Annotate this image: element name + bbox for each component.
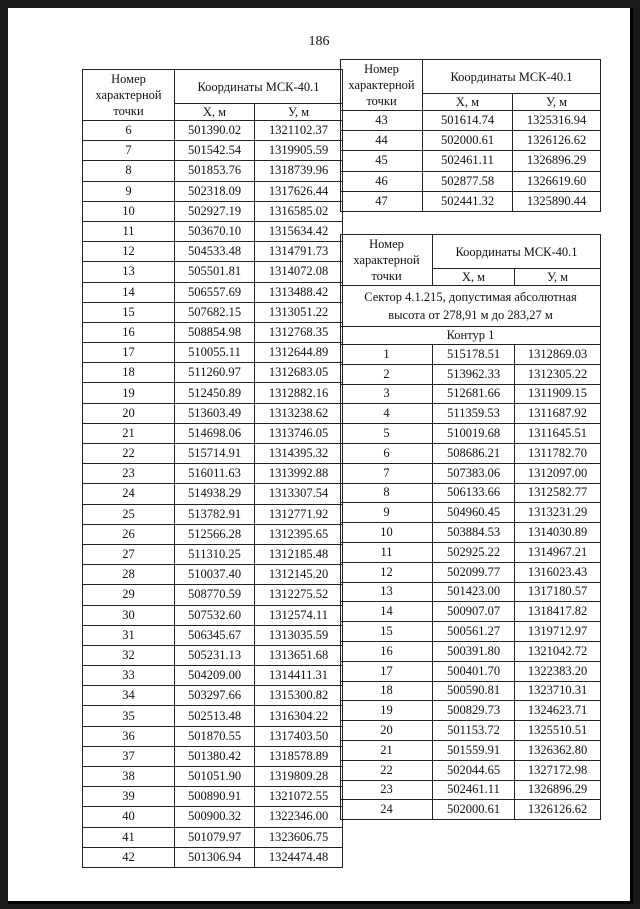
table-row <box>341 740 601 760</box>
y-coordinate-cell: 1318417.82 <box>515 602 601 622</box>
point-number-cell: 16 <box>83 322 175 342</box>
point-number-header: Номер характерной точки <box>341 60 423 111</box>
point-number-cell: 9 <box>83 181 175 201</box>
table-row <box>83 181 343 201</box>
y-header: У, м <box>255 104 343 121</box>
point-number-cell: 15 <box>341 622 433 642</box>
table-row <box>83 464 343 484</box>
x-coordinate-cell: 510019.68 <box>433 424 515 444</box>
table-row <box>341 404 601 424</box>
coordinates-table-right-top <box>340 59 601 212</box>
y-coordinate-cell: 1312275.52 <box>255 585 343 605</box>
x-coordinate-cell: 514938.29 <box>175 484 255 504</box>
y-coordinate-cell: 1312574.11 <box>255 605 343 625</box>
x-coordinate-cell: 507532.60 <box>175 605 255 625</box>
coordinates-header: Координаты МСК-40.1 <box>433 235 601 269</box>
y-coordinate-cell: 1312882.16 <box>255 383 343 403</box>
y-coordinate-cell: 1326896.29 <box>513 151 601 171</box>
y-coordinate-cell: 1314967.21 <box>515 542 601 562</box>
table-row <box>341 681 601 701</box>
x-coordinate-cell: 505231.13 <box>175 645 255 665</box>
table-row <box>83 201 343 221</box>
point-number-cell: 47 <box>341 191 423 211</box>
table-row <box>341 345 601 365</box>
point-number-cell: 21 <box>341 740 433 760</box>
point-number-cell: 25 <box>83 504 175 524</box>
table-row <box>341 582 601 602</box>
y-coordinate-cell: 1312097.00 <box>515 463 601 483</box>
y-coordinate-cell: 1315634.42 <box>255 221 343 241</box>
x-header: X, м <box>423 94 513 111</box>
x-coordinate-cell: 502927.19 <box>175 201 255 221</box>
point-number-cell: 13 <box>83 262 175 282</box>
x-coordinate-cell: 508770.59 <box>175 585 255 605</box>
x-coordinate-cell: 502461.11 <box>423 151 513 171</box>
point-number-cell: 17 <box>341 661 433 681</box>
point-number-cell: 6 <box>83 121 175 141</box>
point-number-cell: 24 <box>83 484 175 504</box>
y-coordinate-cell: 1313238.62 <box>255 403 343 423</box>
point-number-cell: 20 <box>83 403 175 423</box>
table-row <box>341 523 601 543</box>
table-row <box>341 780 601 800</box>
x-coordinate-cell: 500401.70 <box>433 661 515 681</box>
sector-title: Сектор 4.1.215, допустимая абсолютная высота от 278,91 м до 283,27 м <box>341 286 601 327</box>
y-coordinate-cell: 1317403.50 <box>255 726 343 746</box>
y-coordinate-cell: 1313746.05 <box>255 423 343 443</box>
x-coordinate-cell: 504209.00 <box>175 666 255 686</box>
point-number-cell: 7 <box>83 141 175 161</box>
x-coordinate-cell: 510055.11 <box>175 343 255 363</box>
point-number-cell: 45 <box>341 151 423 171</box>
coordinates-header: Координаты МСК-40.1 <box>423 60 601 94</box>
point-number-cell: 19 <box>341 701 433 721</box>
x-coordinate-cell: 501051.90 <box>175 767 255 787</box>
x-coordinate-cell: 500391.80 <box>433 641 515 661</box>
table-row <box>83 262 343 282</box>
y-coordinate-cell: 1311645.51 <box>515 424 601 444</box>
y-coordinate-cell: 1323606.75 <box>255 827 343 847</box>
point-number-cell: 10 <box>341 523 433 543</box>
y-coordinate-cell: 1325890.44 <box>513 191 601 211</box>
x-coordinate-cell: 511359.53 <box>433 404 515 424</box>
table-row <box>341 721 601 741</box>
point-number-cell: 23 <box>83 464 175 484</box>
x-coordinate-cell: 501853.76 <box>175 161 255 181</box>
x-coordinate-cell: 502044.65 <box>433 760 515 780</box>
table-row <box>83 444 343 464</box>
table-row <box>83 645 343 665</box>
x-coordinate-cell: 502000.61 <box>423 131 513 151</box>
y-header: У, м <box>513 94 601 111</box>
y-coordinate-cell: 1327172.98 <box>515 760 601 780</box>
x-coordinate-cell: 502000.61 <box>433 800 515 820</box>
x-coordinate-cell: 500907.07 <box>433 602 515 622</box>
table-row <box>83 827 343 847</box>
y-coordinate-cell: 1313035.59 <box>255 625 343 645</box>
x-coordinate-cell: 508686.21 <box>433 443 515 463</box>
y-coordinate-cell: 1321072.55 <box>255 787 343 807</box>
x-coordinate-cell: 502925.22 <box>433 542 515 562</box>
point-number-cell: 7 <box>341 463 433 483</box>
y-coordinate-cell: 1312582.77 <box>515 483 601 503</box>
point-number-cell: 10 <box>83 201 175 221</box>
table-row <box>83 302 343 322</box>
y-coordinate-cell: 1314791.73 <box>255 242 343 262</box>
y-coordinate-cell: 1325316.94 <box>513 111 601 131</box>
table-row <box>341 622 601 642</box>
point-number-cell: 33 <box>83 666 175 686</box>
table-row <box>341 384 601 404</box>
point-number-cell: 20 <box>341 721 433 741</box>
y-coordinate-cell: 1313992.88 <box>255 464 343 484</box>
y-coordinate-cell: 1316023.43 <box>515 562 601 582</box>
y-coordinate-cell: 1318578.89 <box>255 746 343 766</box>
x-coordinate-cell: 501390.02 <box>175 121 255 141</box>
point-number-cell: 4 <box>341 404 433 424</box>
table-row <box>83 767 343 787</box>
table-row <box>83 726 343 746</box>
y-header: У, м <box>515 269 601 286</box>
table-row <box>83 363 343 383</box>
point-number-cell: 8 <box>83 161 175 181</box>
point-number-cell: 43 <box>341 111 423 131</box>
point-number-cell: 23 <box>341 780 433 800</box>
table-row <box>341 503 601 523</box>
y-coordinate-cell: 1312145.20 <box>255 565 343 585</box>
x-coordinate-cell: 505501.81 <box>175 262 255 282</box>
x-coordinate-cell: 502513.48 <box>175 706 255 726</box>
point-number-cell: 37 <box>83 746 175 766</box>
point-number-cell: 18 <box>341 681 433 701</box>
x-coordinate-cell: 515714.91 <box>175 444 255 464</box>
y-coordinate-cell: 1321042.72 <box>515 641 601 661</box>
y-coordinate-cell: 1324474.48 <box>255 847 343 867</box>
table-row <box>341 463 601 483</box>
table-row <box>341 800 601 820</box>
y-coordinate-cell: 1311687.92 <box>515 404 601 424</box>
x-coordinate-cell: 514698.06 <box>175 423 255 443</box>
x-coordinate-cell: 515178.51 <box>433 345 515 365</box>
point-number-cell: 15 <box>83 302 175 322</box>
table-row <box>83 544 343 564</box>
table-row <box>341 191 601 211</box>
y-coordinate-cell: 1321102.37 <box>255 121 343 141</box>
y-coordinate-cell: 1314395.32 <box>255 444 343 464</box>
y-coordinate-cell: 1314072.08 <box>255 262 343 282</box>
x-coordinate-cell: 510037.40 <box>175 565 255 585</box>
point-number-cell: 28 <box>83 565 175 585</box>
table-row <box>341 111 601 131</box>
point-number-cell: 3 <box>341 384 433 404</box>
point-number-cell: 42 <box>83 847 175 867</box>
table-row <box>83 141 343 161</box>
point-number-cell: 1 <box>341 345 433 365</box>
x-coordinate-cell: 501306.94 <box>175 847 255 867</box>
x-coordinate-cell: 513603.49 <box>175 403 255 423</box>
y-coordinate-cell: 1315300.82 <box>255 686 343 706</box>
x-coordinate-cell: 501079.97 <box>175 827 255 847</box>
y-coordinate-cell: 1312185.48 <box>255 544 343 564</box>
table-row <box>83 121 343 141</box>
table-row <box>83 686 343 706</box>
table-row <box>83 807 343 827</box>
y-coordinate-cell: 1326126.62 <box>513 131 601 151</box>
point-number-cell: 6 <box>341 443 433 463</box>
x-coordinate-cell: 506345.67 <box>175 625 255 645</box>
table-row <box>83 524 343 544</box>
point-number-cell: 21 <box>83 423 175 443</box>
point-number-cell: 16 <box>341 641 433 661</box>
x-coordinate-cell: 501423.00 <box>433 582 515 602</box>
x-coordinate-cell: 516011.63 <box>175 464 255 484</box>
x-coordinate-cell: 503884.53 <box>433 523 515 543</box>
point-number-cell: 38 <box>83 767 175 787</box>
table-row <box>83 221 343 241</box>
y-coordinate-cell: 1312644.89 <box>255 343 343 363</box>
point-number-cell: 12 <box>83 242 175 262</box>
y-coordinate-cell: 1313231.29 <box>515 503 601 523</box>
y-coordinate-cell: 1322383.20 <box>515 661 601 681</box>
y-coordinate-cell: 1326362.80 <box>515 740 601 760</box>
table-row <box>83 746 343 766</box>
table-row <box>341 131 601 151</box>
y-coordinate-cell: 1319712.97 <box>515 622 601 642</box>
y-coordinate-cell: 1313051.22 <box>255 302 343 322</box>
table-row <box>83 383 343 403</box>
point-number-cell: 11 <box>83 221 175 241</box>
x-coordinate-cell: 507383.06 <box>433 463 515 483</box>
table-row <box>341 443 601 463</box>
y-coordinate-cell: 1313651.68 <box>255 645 343 665</box>
table-row <box>341 602 601 622</box>
table-row <box>83 242 343 262</box>
point-number-cell: 14 <box>83 282 175 302</box>
y-coordinate-cell: 1312771.92 <box>255 504 343 524</box>
x-coordinate-cell: 503297.66 <box>175 686 255 706</box>
x-coordinate-cell: 513782.91 <box>175 504 255 524</box>
table-row <box>83 423 343 443</box>
point-number-cell: 39 <box>83 787 175 807</box>
x-coordinate-cell: 501870.55 <box>175 726 255 746</box>
table-row <box>83 161 343 181</box>
x-coordinate-cell: 512566.28 <box>175 524 255 544</box>
point-number-cell: 34 <box>83 686 175 706</box>
point-number-cell: 9 <box>341 503 433 523</box>
x-coordinate-cell: 502877.58 <box>423 171 513 191</box>
y-coordinate-cell: 1326896.29 <box>515 780 601 800</box>
x-coordinate-cell: 502461.11 <box>433 780 515 800</box>
point-number-cell: 18 <box>83 363 175 383</box>
point-number-cell: 41 <box>83 827 175 847</box>
table-row <box>83 565 343 585</box>
point-number-cell: 29 <box>83 585 175 605</box>
y-coordinate-cell: 1311909.15 <box>515 384 601 404</box>
y-coordinate-cell: 1312768.35 <box>255 322 343 342</box>
y-coordinate-cell: 1322346.00 <box>255 807 343 827</box>
y-coordinate-cell: 1312869.03 <box>515 345 601 365</box>
table-row <box>341 364 601 384</box>
x-coordinate-cell: 511310.25 <box>175 544 255 564</box>
contour-label: Контур 1 <box>341 327 601 345</box>
x-coordinate-cell: 511260.97 <box>175 363 255 383</box>
point-number-cell: 5 <box>341 424 433 444</box>
point-number-cell: 19 <box>83 383 175 403</box>
coordinates-table-left <box>82 69 343 868</box>
point-number-header: Номер характерной точки <box>341 235 433 286</box>
point-number-cell: 36 <box>83 726 175 746</box>
x-coordinate-cell: 500890.91 <box>175 787 255 807</box>
x-coordinate-cell: 507682.15 <box>175 302 255 322</box>
coordinates-header: Координаты МСК-40.1 <box>175 70 343 104</box>
table-row <box>341 760 601 780</box>
point-number-cell: 8 <box>341 483 433 503</box>
table-row <box>341 424 601 444</box>
y-coordinate-cell: 1319809.28 <box>255 767 343 787</box>
y-coordinate-cell: 1326619.60 <box>513 171 601 191</box>
x-coordinate-cell: 503670.10 <box>175 221 255 241</box>
table-row <box>341 701 601 721</box>
x-header: X, м <box>175 104 255 121</box>
point-number-cell: 12 <box>341 562 433 582</box>
x-coordinate-cell: 506557.69 <box>175 282 255 302</box>
point-number-cell: 26 <box>83 524 175 544</box>
point-number-cell: 13 <box>341 582 433 602</box>
table-row <box>83 343 343 363</box>
table-row <box>83 585 343 605</box>
x-coordinate-cell: 504533.48 <box>175 242 255 262</box>
x-coordinate-cell: 501153.72 <box>433 721 515 741</box>
table-row <box>341 151 601 171</box>
point-number-cell: 14 <box>341 602 433 622</box>
point-number-cell: 17 <box>83 343 175 363</box>
table-row <box>341 542 601 562</box>
y-coordinate-cell: 1312395.65 <box>255 524 343 544</box>
x-coordinate-cell: 501542.54 <box>175 141 255 161</box>
point-number-cell: 27 <box>83 544 175 564</box>
x-coordinate-cell: 502441.32 <box>423 191 513 211</box>
x-coordinate-cell: 501614.74 <box>423 111 513 131</box>
point-number-cell: 35 <box>83 706 175 726</box>
table-row <box>83 605 343 625</box>
point-number-cell: 30 <box>83 605 175 625</box>
y-coordinate-cell: 1319905.59 <box>255 141 343 161</box>
table-row <box>83 504 343 524</box>
x-coordinate-cell: 512450.89 <box>175 383 255 403</box>
x-coordinate-cell: 502318.09 <box>175 181 255 201</box>
point-number-cell: 22 <box>83 444 175 464</box>
y-coordinate-cell: 1317180.57 <box>515 582 601 602</box>
x-coordinate-cell: 508854.98 <box>175 322 255 342</box>
y-coordinate-cell: 1311782.70 <box>515 443 601 463</box>
y-coordinate-cell: 1316304.22 <box>255 706 343 726</box>
x-coordinate-cell: 513962.33 <box>433 364 515 384</box>
y-coordinate-cell: 1317626.44 <box>255 181 343 201</box>
point-number-cell: 2 <box>341 364 433 384</box>
y-coordinate-cell: 1326126.62 <box>515 800 601 820</box>
y-coordinate-cell: 1313307.54 <box>255 484 343 504</box>
table-row <box>83 403 343 423</box>
x-coordinate-cell: 500561.27 <box>433 622 515 642</box>
table-row <box>83 706 343 726</box>
point-number-header: Номер характерной точки <box>83 70 175 121</box>
table-row <box>83 666 343 686</box>
y-coordinate-cell: 1324623.71 <box>515 701 601 721</box>
document-page <box>8 8 633 904</box>
y-coordinate-cell: 1316585.02 <box>255 201 343 221</box>
table-row <box>341 483 601 503</box>
x-coordinate-cell: 501559.91 <box>433 740 515 760</box>
coordinates-table-right-bottom <box>340 234 601 820</box>
y-coordinate-cell: 1312305.22 <box>515 364 601 384</box>
x-coordinate-cell: 500829.73 <box>433 701 515 721</box>
point-number-cell: 11 <box>341 542 433 562</box>
page-number: 186 <box>308 34 330 49</box>
point-number-cell: 32 <box>83 645 175 665</box>
table-row <box>341 641 601 661</box>
x-header: X, м <box>433 269 515 286</box>
x-coordinate-cell: 502099.77 <box>433 562 515 582</box>
y-coordinate-cell: 1312683.05 <box>255 363 343 383</box>
x-coordinate-cell: 500590.81 <box>433 681 515 701</box>
point-number-cell: 24 <box>341 800 433 820</box>
x-coordinate-cell: 504960.45 <box>433 503 515 523</box>
y-coordinate-cell: 1314411.31 <box>255 666 343 686</box>
point-number-cell: 46 <box>341 171 423 191</box>
x-coordinate-cell: 500900.32 <box>175 807 255 827</box>
point-number-cell: 31 <box>83 625 175 645</box>
y-coordinate-cell: 1325510.51 <box>515 721 601 741</box>
y-coordinate-cell: 1313488.42 <box>255 282 343 302</box>
table-row <box>83 484 343 504</box>
point-number-cell: 44 <box>341 131 423 151</box>
table-row <box>83 625 343 645</box>
table-row <box>341 661 601 681</box>
point-number-cell: 40 <box>83 807 175 827</box>
table-row <box>83 847 343 867</box>
y-coordinate-cell: 1323710.31 <box>515 681 601 701</box>
x-coordinate-cell: 501380.42 <box>175 746 255 766</box>
table-row <box>83 282 343 302</box>
x-coordinate-cell: 512681.66 <box>433 384 515 404</box>
y-coordinate-cell: 1318739.96 <box>255 161 343 181</box>
table-row <box>83 787 343 807</box>
x-coordinate-cell: 506133.66 <box>433 483 515 503</box>
table-row <box>341 171 601 191</box>
table-row <box>83 322 343 342</box>
y-coordinate-cell: 1314030.89 <box>515 523 601 543</box>
table-row <box>341 562 601 582</box>
point-number-cell: 22 <box>341 760 433 780</box>
